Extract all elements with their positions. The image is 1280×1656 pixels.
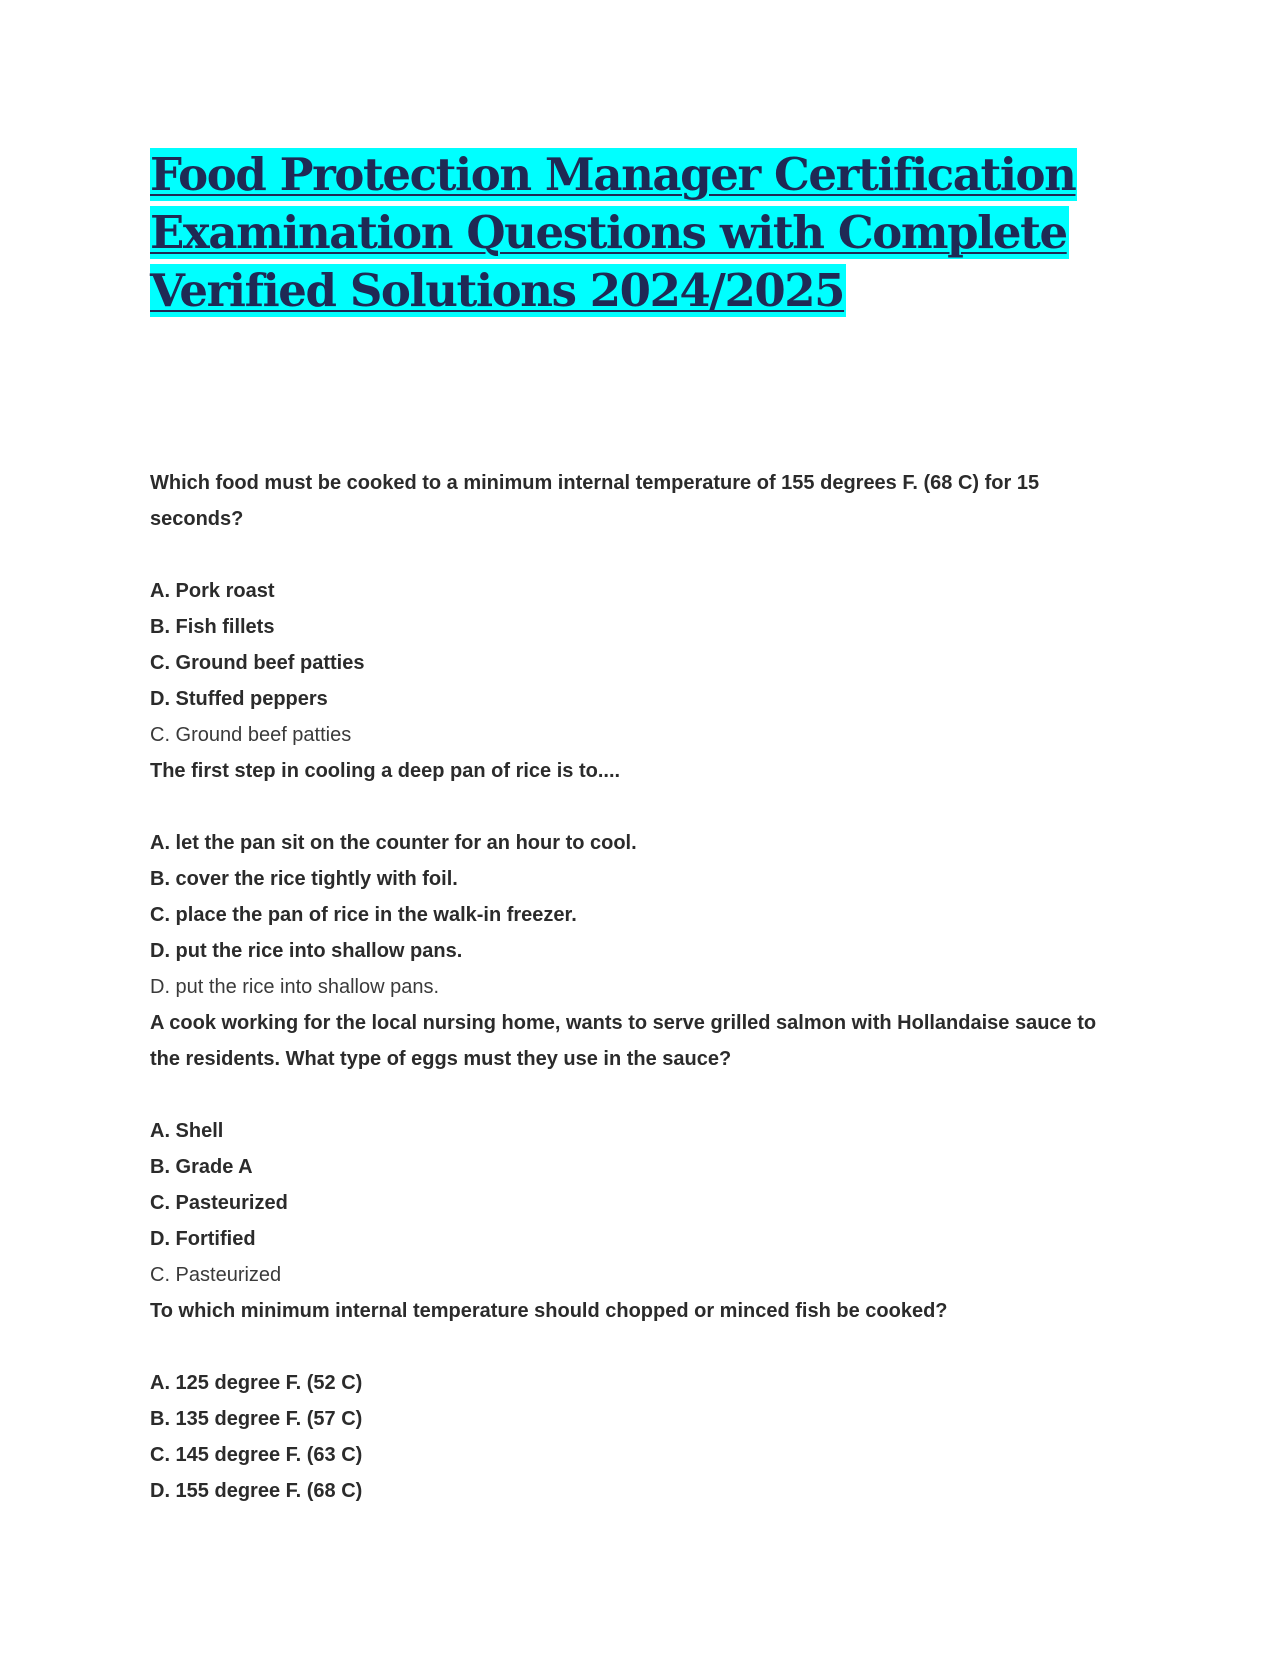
question-block-3 [150,1005,1130,1293]
option-c: C. Pasteurized [150,1192,288,1214]
option-c: C. Ground beef patties [150,652,365,674]
document-title [150,146,1090,320]
option-b: B. Fish fillets [150,616,275,638]
question-block-4 [150,1293,1130,1509]
answer-text: C. Ground beef patties [150,724,352,746]
option-d: D. put the rice into shallow pans. [150,940,463,962]
question-text: The first step in cooling a deep pan of rice is to.... [150,760,621,782]
option-d: D. 155 degree F. (68 C) [150,1480,363,1502]
option-b: B. Grade A [150,1156,253,1178]
answer-text: D. put the rice into shallow pans. [150,976,440,998]
option-b: B. 135 degree F. (57 C) [150,1408,363,1430]
title-line-2: Examination Questions with Complete [150,206,1067,259]
question-text: A cook working for the local nursing home, wants to serve grilled salmon with Hollandaise sauce to the residents. What type of eggs must they use in the sauce? [150,1012,1097,1070]
option-c: C. 145 degree F. (63 C) [150,1444,363,1466]
option-b: B. cover the rice tightly with foil. [150,868,458,890]
question-text: To which minimum internal temperature should chopped or minced fish be cooked? [150,1300,948,1322]
question-block-2 [150,753,1130,1005]
option-a: A. let the pan sit on the counter for an hour to cool. [150,832,637,854]
option-d: D. Stuffed peppers [150,688,328,710]
title-line-1: Food Protection Manager Certification [150,148,1076,201]
option-d: D. Fortified [150,1228,256,1250]
title-line-3: Verified Solutions 2024/2025 [150,264,845,317]
option-a: A. Pork roast [150,580,275,602]
option-c: C. place the pan of rice in the walk-in freezer. [150,904,577,926]
option-a: A. Shell [150,1120,224,1142]
question-block-1 [150,465,1130,753]
question-text: Which food must be cooked to a minimum internal temperature of 155 degrees F. (68 C) for 15 seconds? [150,472,1040,530]
answer-text: C. Pasteurized [150,1264,282,1286]
option-a: A. 125 degree F. (52 C) [150,1372,363,1394]
question-list [150,465,1130,1509]
